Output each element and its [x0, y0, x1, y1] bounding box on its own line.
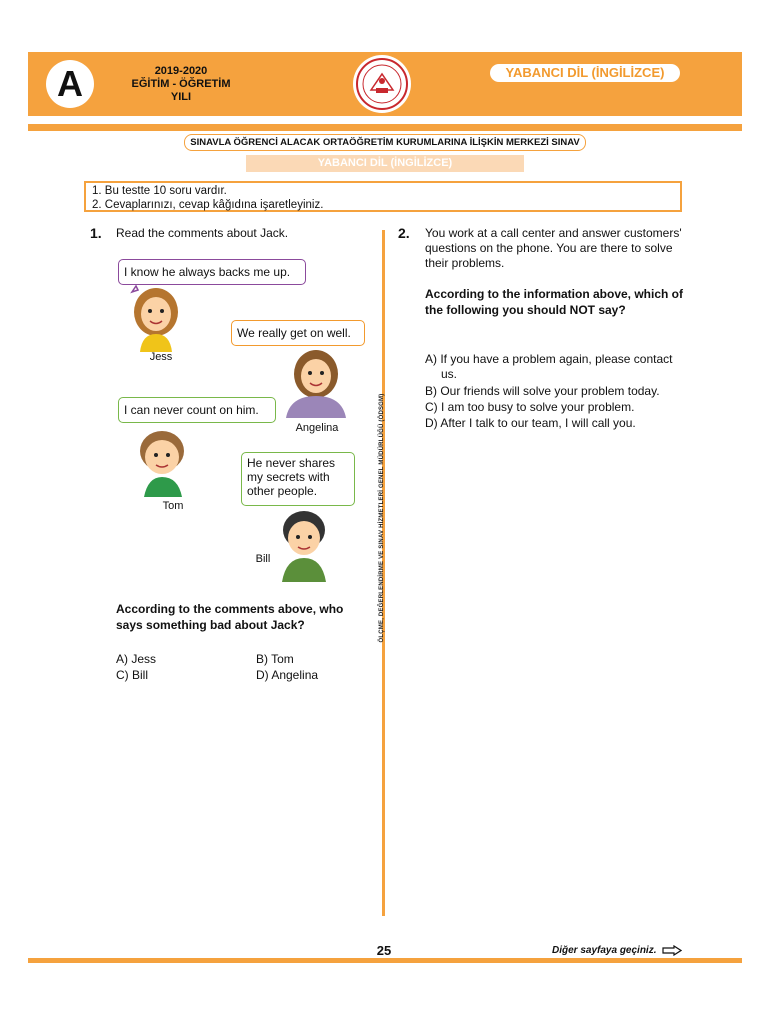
tom-name: Tom: [162, 500, 184, 512]
pointing-hand-icon: [662, 945, 682, 956]
bill-name: Bill: [255, 553, 271, 565]
q1-option-c[interactable]: C) Bill: [116, 668, 148, 682]
bill-comment: He never shares my secrets with other people.: [247, 456, 336, 498]
instruction-line: 2. Cevaplarınızı, cevap kâğıdına işaretleyiniz.: [92, 199, 324, 211]
subject-ribbon: YABANCI DİL (İNGİLİZCE): [246, 155, 524, 172]
jess-speech-bubble: [118, 259, 306, 285]
subject-badge: YABANCI DİL (İNGİLİZCE): [490, 64, 680, 82]
bill-character-icon: [274, 508, 334, 582]
q2-prompt: You work at a call center and answer customers' questions on the phone. You are there to solve their problems.: [425, 226, 682, 270]
bill-speech-bubble: [241, 452, 355, 506]
angelina-speech-bubble: [231, 320, 365, 346]
q1-option-d[interactable]: D) Angelina: [256, 668, 319, 682]
q2-option-c[interactable]: C) I am too busy to solve your problem.: [425, 400, 635, 414]
footer-rule: [28, 958, 742, 963]
q1-number: 1.: [90, 225, 102, 241]
booklet-badge: A: [46, 60, 94, 108]
next-page-text: Diğer sayfaya geçiniz.: [552, 945, 657, 957]
vertical-credit-text: ÖLÇME, DEĞERLENDİRME VE SINAV HİZMETLERİ GENEL MÜDÜRLÜĞÜ (ÖDSGM): [379, 393, 385, 643]
q2-question: According to the information above, which of the following you should NOT say?: [425, 287, 684, 317]
header-rule: [28, 124, 742, 131]
tom-speech-bubble: [118, 397, 276, 423]
next-page-note: [552, 945, 712, 956]
q1-prompt: Read the comments about Jack.: [116, 226, 289, 240]
q2-option-a[interactable]: A) If you have a problem again, please contact us.: [425, 352, 673, 381]
page-number: 25: [376, 943, 392, 958]
q2-option-b[interactable]: B) Our friends will solve your problem today.: [425, 384, 660, 398]
instruction-line: 1. Bu testte 10 soru vardır.: [92, 185, 227, 197]
angelina-character-icon: [280, 344, 350, 418]
year-label: 2019-2020: [154, 65, 208, 77]
instructions-box: [84, 181, 682, 212]
exam-title: SINAVLA ÖĞRENCİ ALACAK ORTAÖĞRETİM KURUMLARINA İLİŞKİN MERKEZİ SINAV: [184, 134, 586, 151]
q2-option-d[interactable]: D) After I talk to our team, I will call you.: [425, 416, 636, 430]
angelina-name: Angelina: [295, 422, 339, 434]
jess-character-icon: [128, 284, 188, 352]
header-year-block: [126, 65, 236, 104]
angelina-comment: We really get on well.: [237, 326, 351, 340]
q2-number: 2.: [398, 225, 410, 241]
q1-option-b[interactable]: B) Tom: [256, 652, 294, 666]
tom-comment: I can never count on him.: [124, 403, 259, 417]
ministry-logo-icon: [352, 54, 412, 114]
academic-year-label: EĞİTİM - ÖĞRETİM YILI: [131, 78, 231, 103]
tom-character-icon: [130, 425, 202, 497]
jess-comment: I know he always backs me up.: [124, 265, 291, 279]
q1-question: According to the comments above, who says something bad about Jack?: [116, 602, 344, 632]
q1-option-a[interactable]: A) Jess: [116, 652, 157, 666]
jess-name: Jess: [149, 351, 173, 363]
